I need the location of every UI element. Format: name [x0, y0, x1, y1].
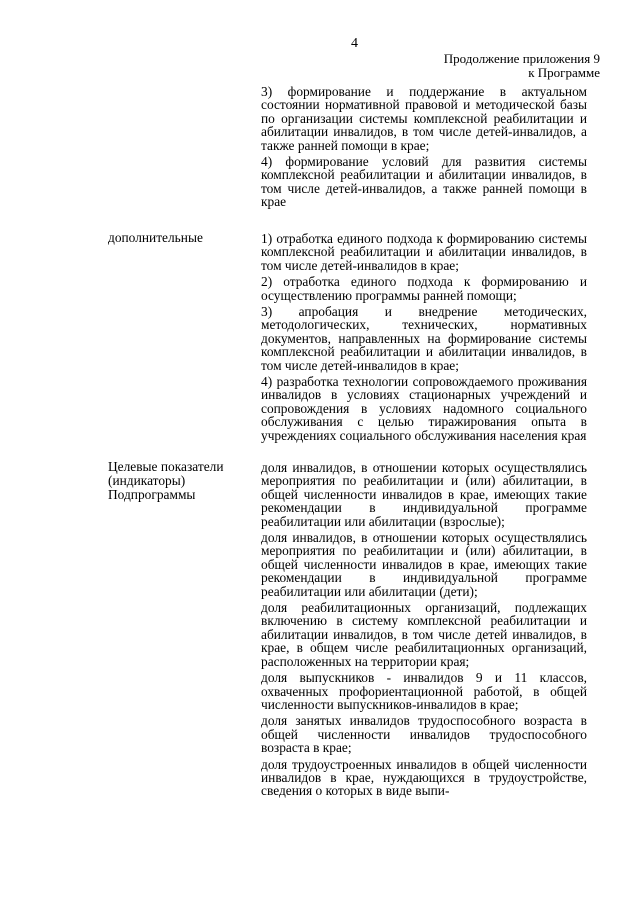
indicators-label-line1: Целевые показатели: [108, 459, 224, 474]
task-item-4: 4) формирование условий для развития системы комплексной реабилитации и абилитации инвалидов, в том числе детей-инвалидов, а также ранней помощи в крае: [261, 154, 587, 210]
additional-item-3: 3) апробация и внедрение методических, методологических, технических, нормативных документов, направленных на формирование системы комплексной реабилитации и абилитации инвалидов, в том числе детей-инвалидов в крае;: [261, 304, 587, 373]
page-number: 4: [351, 36, 358, 51]
indicators-label: [108, 460, 248, 502]
indicators-block: [261, 461, 587, 798]
appendix-header-line2: к Программе: [528, 65, 600, 80]
additional-item-1: 1) отработка единого подхода к формированию системы комплексной реабилитации и абилитации инвалидов, в том числе детей-инвалидов в крае;: [261, 231, 587, 273]
indicator-item-2: доля инвалидов, в отношении которых осуществлялись мероприятия по реабилитации и (или) абилитации, в общей численности инвалидов в крае, имеющих такие рекомендации в индивидуальной программе реабилитации или абилитации (дети);: [261, 530, 587, 599]
additional-item-4: 4) разработка технологии сопровождаемого проживания инвалидов в условиях стационарных учреждений и сопровождения в условиях надомного социального обслуживания с целью тиражирования опыта в учреждениях социального обслуживания населения края: [261, 374, 587, 443]
indicators-label-line2: (индикаторы): [108, 473, 186, 488]
additional-label: дополнительные: [108, 230, 203, 245]
indicators-label-line3: Подпрограммы: [108, 487, 196, 502]
indicator-item-1: доля инвалидов, в отношении которых осуществлялись мероприятия по реабилитации и (или) абилитации, в общей численности инвалидов в крае, имеющих такие рекомендации в индивидуальной программе реабилитации или абилитации (взрослые);: [261, 460, 587, 529]
additional-block: [261, 232, 587, 442]
indicator-item-3: доля реабилитационных организаций, подлежащих включению в систему комплексной реабилитации и абилитации инвалидов, в том числе детей инвалидов, в крае, в общем числе реабилитационных организаций, расположенных на территории края;: [261, 600, 587, 669]
indicator-item-5: доля занятых инвалидов трудоспособного возраста в общей численности инвалидов трудоспособного возраста в крае;: [261, 713, 587, 756]
appendix-header: [410, 52, 600, 80]
indicator-item-4: доля выпускников - инвалидов 9 и 11 классов, охваченных профориентационной работой, в общей численности выпускников-инвалидов в крае;: [261, 670, 587, 712]
indicator-item-6: доля трудоустроенных инвалидов в общей численности инвалидов в крае, нуждающихся в трудоустройстве, сведения о которых в виде выпи-: [261, 756, 587, 799]
task-item-3: 3) формирование и поддержание в актуальном состоянии нормативной правовой и методической базы по организации системы комплексной реабилитации и абилитации инвалидов, в том числе детей-инвалидов, а также ранней помощи в крае;: [261, 84, 587, 153]
appendix-header-line1: Продолжение приложения 9: [443, 51, 600, 66]
additional-item-2: 2) отработка единого подхода к формированию и осуществлению программы ранней помощи;: [261, 274, 587, 303]
top-block: [261, 85, 587, 209]
